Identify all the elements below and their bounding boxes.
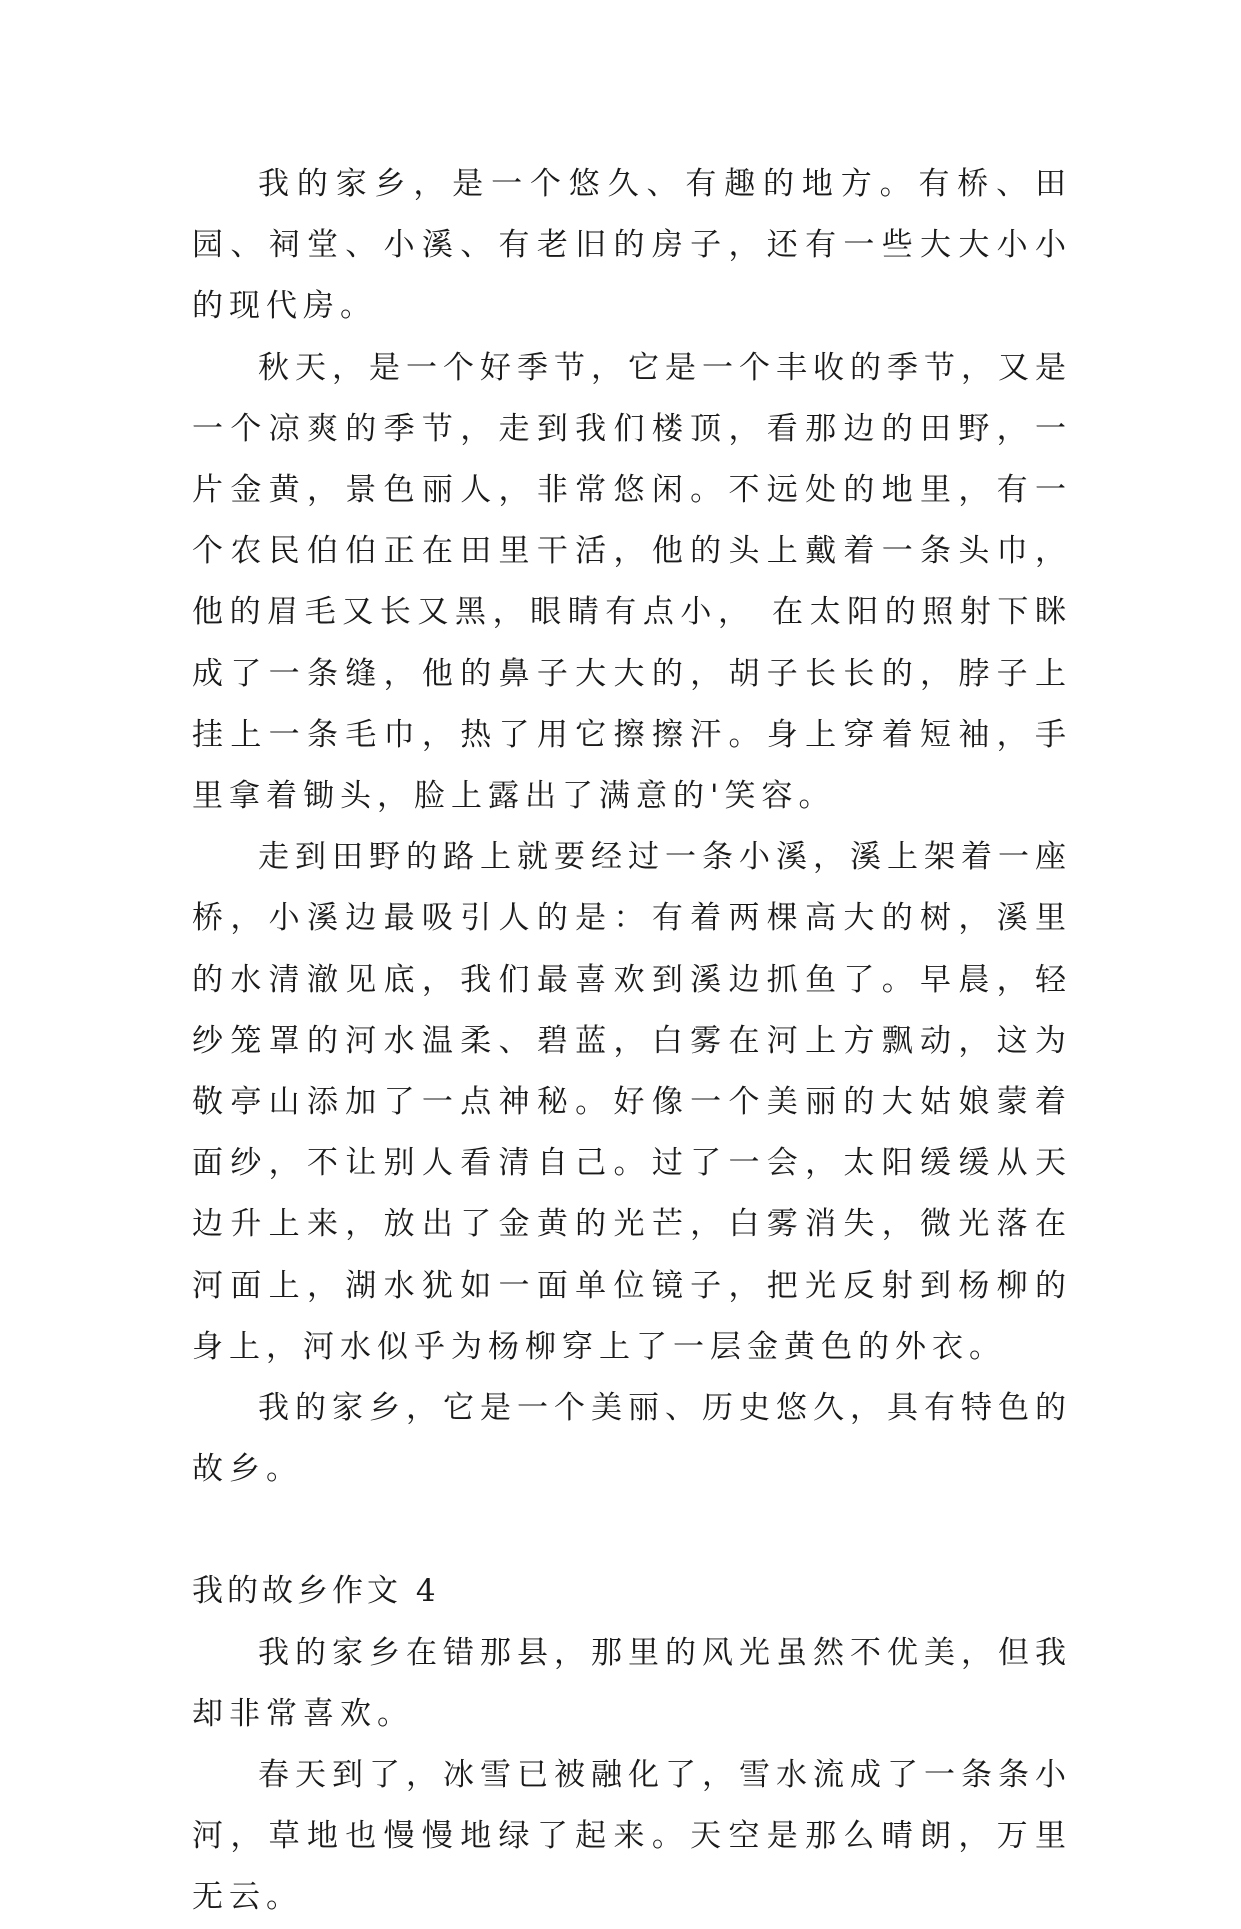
section-heading: 我的故乡作文 4 [192,1573,440,1610]
paragraph: 我的家乡在错那县，那里的风光虽然不优美，但我却非常喜欢。 [192,1634,1072,1732]
paragraph: 秋天，是一个好季节，它是一个丰收的季节，又是一个凉爽的季节，走到我们楼顶，看那边的田野，一片金黄，景色丽人，非常悠闲。不远处的地里，有一个农民伯伯正在田里干活，他的头上戴着一条头巾，他的眉毛又长又黑，眼睛有点小， 在太阳的照射下眯成了一条缝，他的鼻子大大的，胡子长长的，脖子上挂上一条毛巾，热了用它擦擦汗。身上穿着短袖，手里拿着锄头，脸上露出了满意的'笑容。 [192,349,1072,815]
paragraph: 我的家乡，它是一个美丽、历史悠久，具有特色的故乡。 [192,1390,1072,1488]
paragraph: 春天到了，冰雪已被融化了，雪水流成了一条条小河，草地也慢慢地绿了起来。天空是那么晴朗，万里无云。 [192,1757,1072,1916]
paragraph: 走到田野的路上就要经过一条小溪，溪上架着一座桥，小溪边最吸引人的是：有着两棵高大的树，溪里的水清澈见底，我们最喜欢到溪边抓鱼了。早晨，轻纱笼罩的河水温柔、碧蓝，白雾在河上方飘动，这为敬亭山添加了一点神秘。好像一个美丽的大姑娘蒙着面纱，不让别人看清自己。过了一会，太阳缓缓从天边升上来，放出了金黄的光芒，白雾消失，微光落在河面上，湖水犹如一面单位镜子，把光反射到杨柳的身上，河水似乎为杨柳穿上了一层金黄色的外衣。 [192,839,1072,1365]
document-body [192,154,1072,1929]
paragraph: 我的家乡，是一个悠久、有趣的地方。有桥、田园、祠堂、小溪、有老旧的房子，还有一些大大小小的现代房。 [192,166,1072,325]
